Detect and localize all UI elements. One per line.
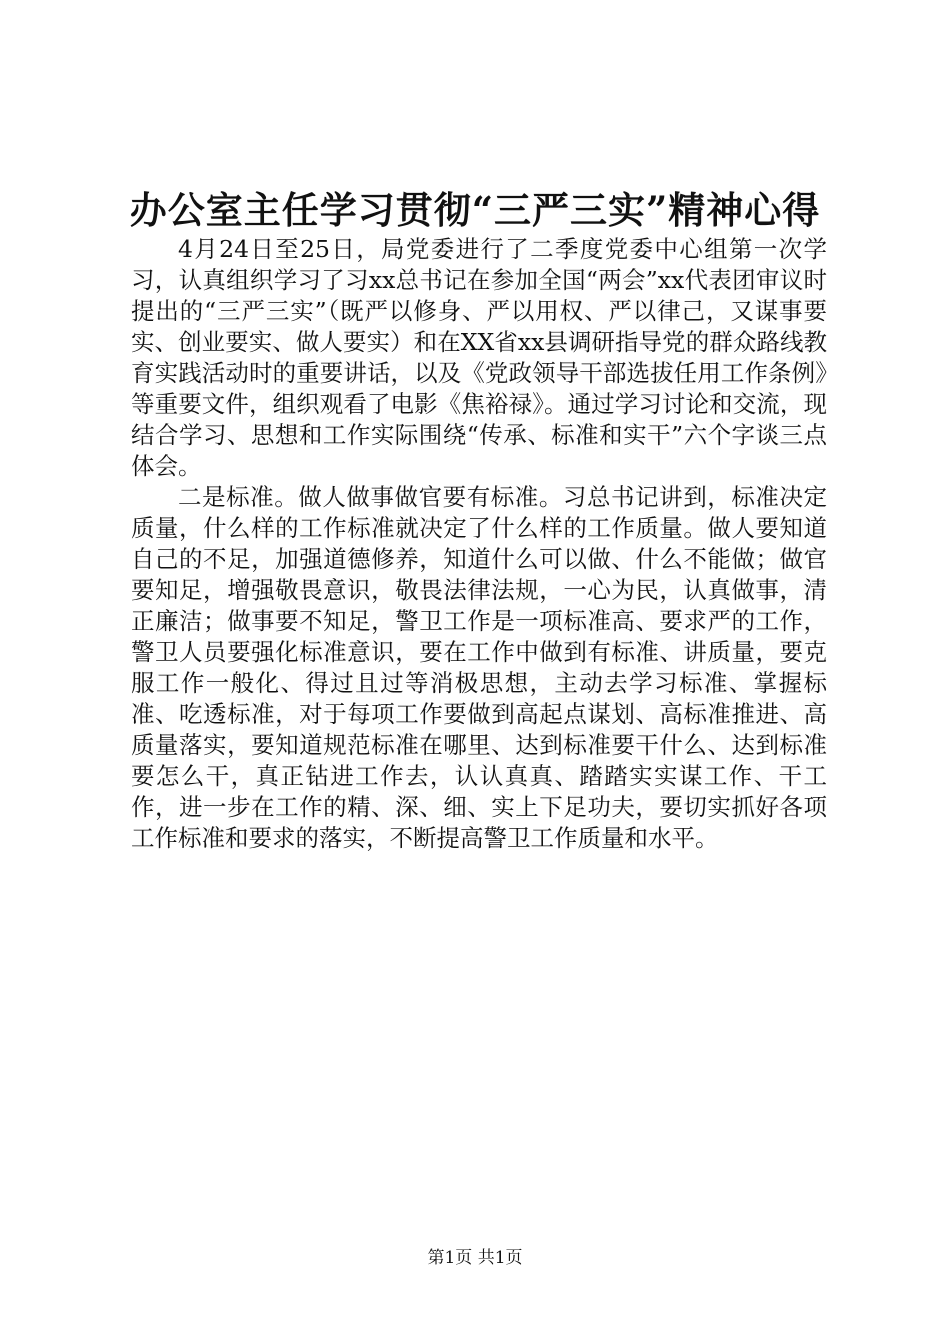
- document-body: [131, 234, 827, 854]
- page-footer: 第1页 共1页: [427, 1248, 523, 1268]
- paragraph-intro: 4月24日至25日，局党委进行了二季度党委中心组第一次学习，认真组织学习了习xx总书记在参加全国“两会”xx代表团审议时提出的“三严三实”（既严以修身、严以用权、严以律己，又谋事要实、创业要实、做人要实）和在XX省xx县调研指导党的群众路线教育实践活动时的重要讲话，以及《党政领导干部选拔任用工作条例》等重要文件，组织观看了电影《焦裕禄》。通过学习讨论和交流，现结合学习、思想和工作实际围绕“传承、标准和实干”六个字谈三点体会。: [131, 235, 827, 480]
- document-title: 办公室主任学习贯彻“三严三实”精神心得: [129, 188, 821, 232]
- paragraph-standard: 二是标准。做人做事做官要有标准。习总书记讲到，标准决定质量，什么样的工作标准就决定了什么样的工作质量。做人要知道自己的不足，加强道德修养，知道什么可以做、什么不能做；做官要知足，增强敬畏意识，敬畏法律法规，一心为民，认真做事，清正廉洁；做事要不知足，警卫工作是一项标准高、要求严的工作，警卫人员要强化标准意识，要在工作中做到有标准、讲质量，要克服工作一般化、得过且过等消极思想，主动去学习标准、掌握标准、吃透标准，对于每项工作要做到高起点谋划、高标准推进、高质量落实，要知道规范标准在哪里、达到标准要干什么、达到标准要怎么干，真正钻进工作去，认认真真、踏踏实实谋工作、干工作，进一步在工作的精、深、细、实上下足功夫，要切实抓好各项工作标准和要求的落实，不断提高警卫工作质量和水平。: [131, 483, 827, 852]
